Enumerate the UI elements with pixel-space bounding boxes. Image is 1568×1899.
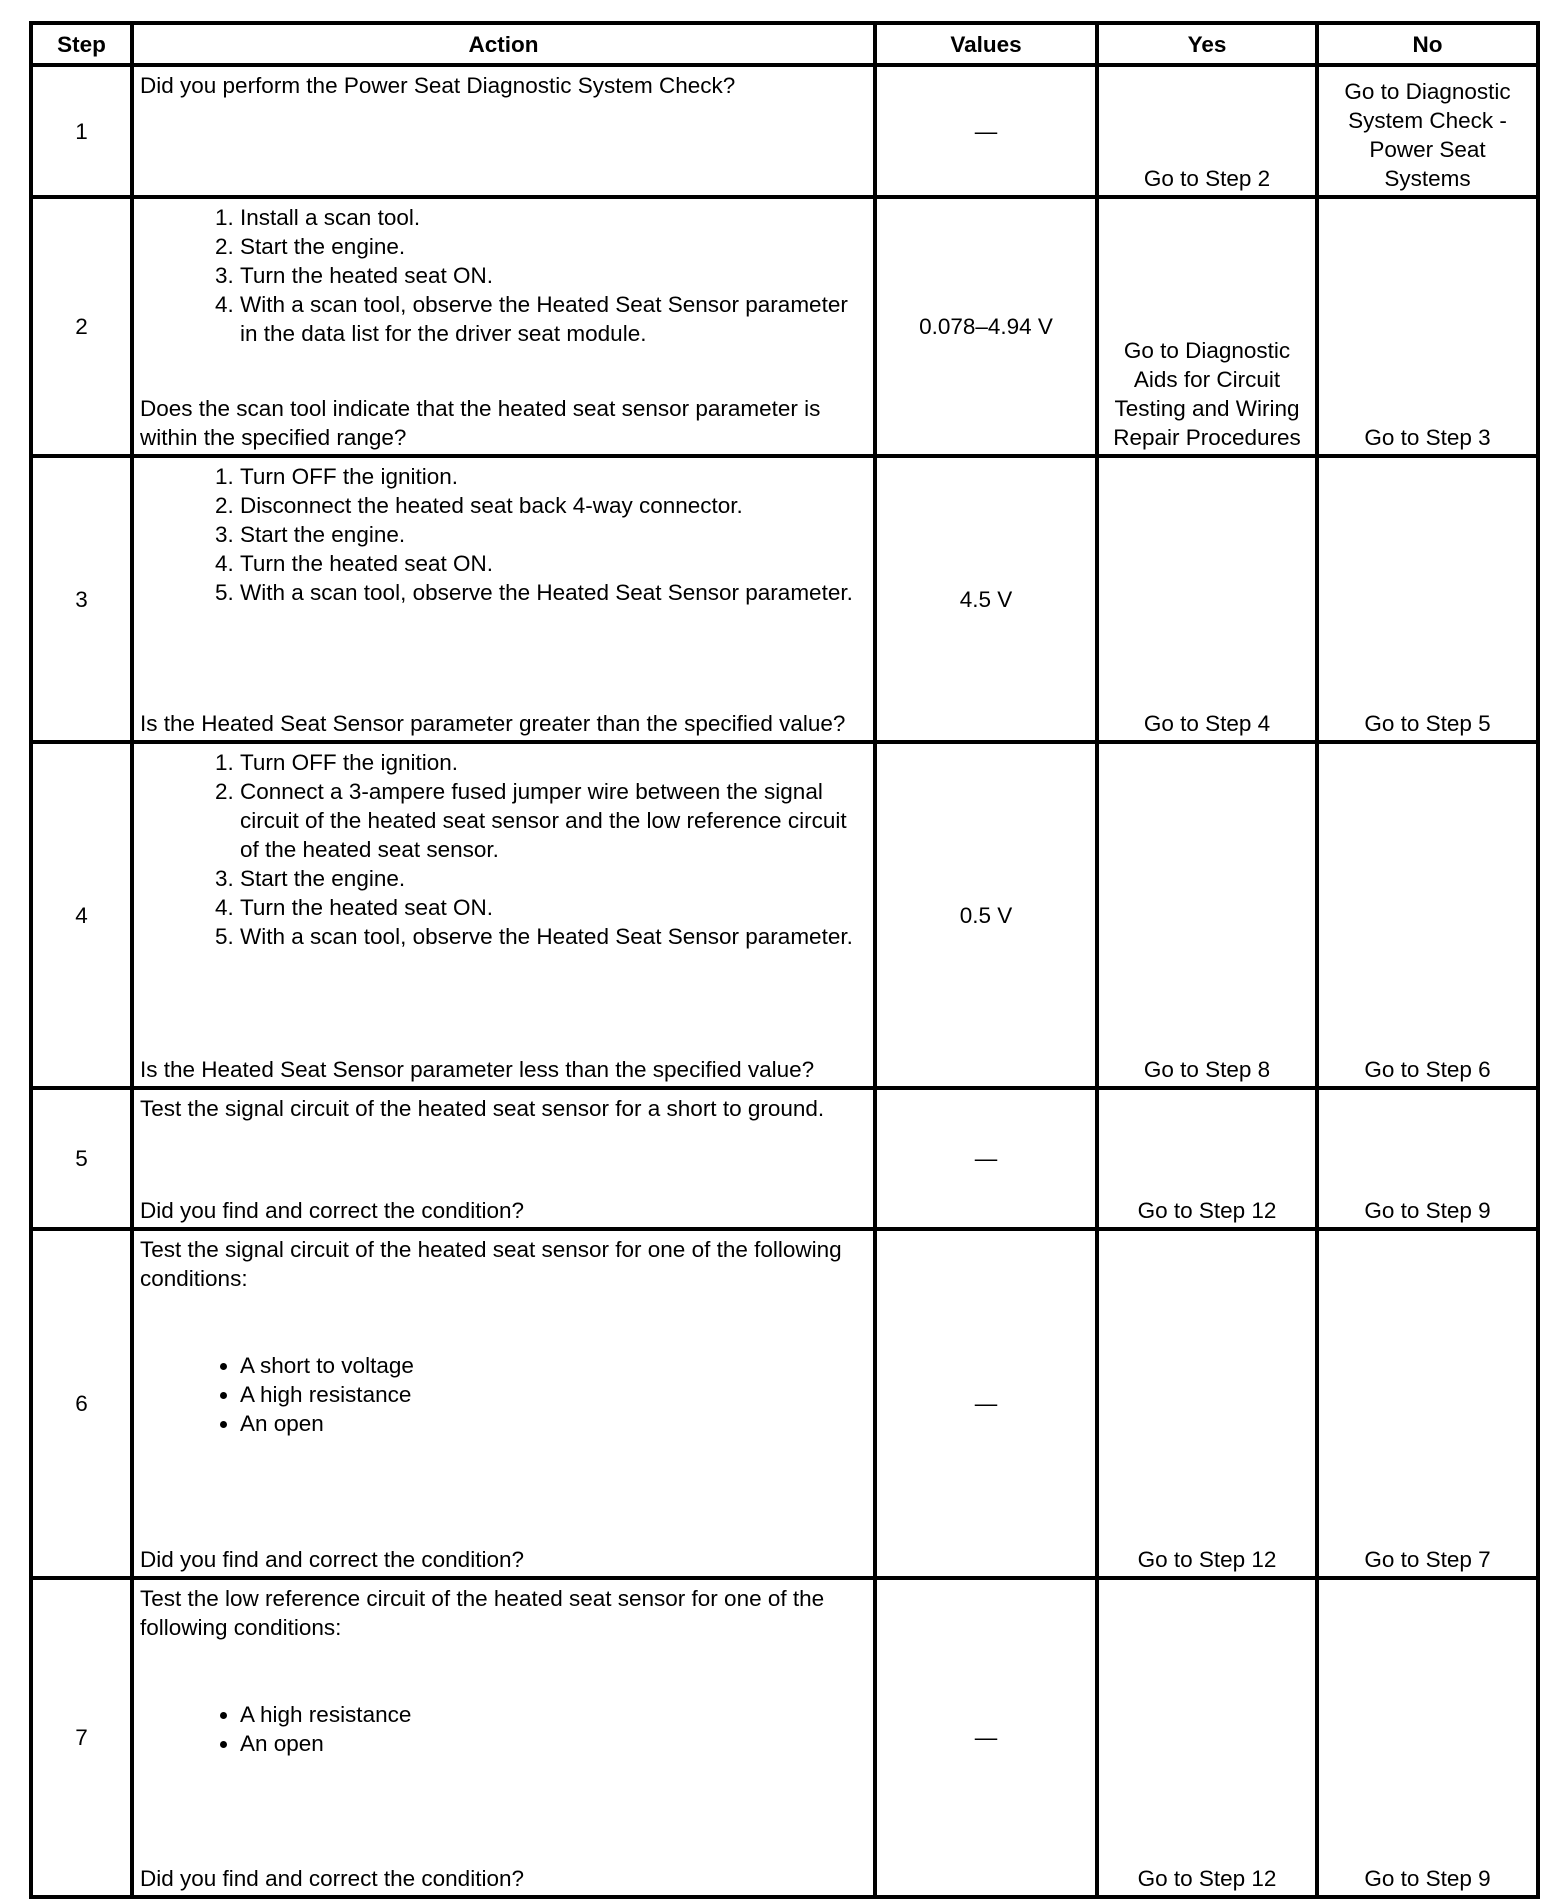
action-steps	[140, 462, 867, 607]
condition-item: • A high resistance	[240, 1700, 867, 1729]
yes-cell: Go to Step 12	[1097, 1088, 1317, 1229]
yes-cell: Go to Step 4	[1097, 456, 1317, 742]
action-steps	[140, 748, 867, 951]
action-steps	[140, 203, 867, 348]
condition-item: • An open	[240, 1729, 867, 1758]
no-cell: Go to Step 9	[1317, 1088, 1538, 1229]
action-step: 3. Turn the heated seat ON.	[240, 261, 867, 290]
action-step: 2. Connect a 3-ampere fused jumper wire between the signal circuit of the heated seat sensor and the low reference circuit of the heated seat sensor.	[240, 777, 867, 864]
action-cell	[132, 1229, 875, 1578]
diagnostic-table	[29, 21, 1540, 1899]
table-row	[31, 197, 1538, 456]
step-number: 5	[31, 1088, 132, 1229]
yes-cell: Go to Step 8	[1097, 742, 1317, 1088]
action-question: Did you find and correct the condition?	[140, 1866, 524, 1891]
action-step: 4. Turn the heated seat ON.	[240, 893, 867, 922]
action-intro: Test the signal circuit of the heated seat sensor for a short to ground.	[140, 1096, 825, 1121]
action-step: 4. Turn the heated seat ON.	[240, 549, 867, 578]
header-no: No	[1317, 23, 1538, 65]
no-cell: Go to Step 3	[1317, 197, 1538, 456]
yes-cell: Go to Step 12	[1097, 1578, 1317, 1897]
value-cell: 4.5 V	[875, 456, 1097, 742]
header-yes: Yes	[1097, 23, 1317, 65]
table-row	[31, 1088, 1538, 1229]
condition-list	[140, 1351, 867, 1438]
step-number: 6	[31, 1229, 132, 1578]
action-step: 1. Turn OFF the ignition.	[240, 462, 867, 491]
table-row	[31, 1229, 1538, 1578]
action-cell	[132, 1578, 875, 1897]
no-cell: Go to Step 9	[1317, 1578, 1538, 1897]
condition-item: • An open	[240, 1409, 867, 1438]
no-cell: Go to Diagnostic System Check - Power Seat Systems	[1317, 65, 1538, 197]
table-row	[31, 65, 1538, 197]
value-cell: —	[875, 1229, 1097, 1578]
action-step: 1. Install a scan tool.	[240, 203, 867, 232]
action-step: 4. With a scan tool, observe the Heated Seat Sensor parameter in the data list for the driver seat module.	[240, 290, 867, 348]
action-intro: Test the low reference circuit of the heated seat sensor for one of the following conditions:	[140, 1586, 825, 1640]
step-number: 3	[31, 456, 132, 742]
step-number: 7	[31, 1578, 132, 1897]
action-step: 5. With a scan tool, observe the Heated Seat Sensor parameter.	[240, 922, 867, 951]
step-number: 4	[31, 742, 132, 1088]
value-cell: 0.078–4.94 V	[875, 197, 1097, 456]
table-row	[31, 456, 1538, 742]
action-question: Did you find and correct the condition?	[140, 1198, 524, 1223]
header-step: Step	[31, 23, 132, 65]
action-step: 2. Disconnect the heated seat back 4-way connector.	[240, 491, 867, 520]
step-number: 2	[31, 197, 132, 456]
no-cell: Go to Step 6	[1317, 742, 1538, 1088]
table-row	[31, 1578, 1538, 1897]
action-question: Did you find and correct the condition?	[140, 1547, 524, 1572]
action-cell	[132, 456, 875, 742]
action-cell	[132, 197, 875, 456]
action-cell	[132, 65, 875, 197]
yes-cell: Go to Step 2	[1097, 65, 1317, 197]
condition-item: • A short to voltage	[240, 1351, 867, 1380]
action-question: Does the scan tool indicate that the heated seat sensor parameter is within the specified range?	[140, 396, 821, 450]
header-values: Values	[875, 23, 1097, 65]
value-cell: —	[875, 1578, 1097, 1897]
action-question: Is the Heated Seat Sensor parameter greater than the specified value?	[140, 711, 846, 736]
yes-cell: Go to Diagnostic Aids for Circuit Testing and Wiring Repair Procedures	[1097, 197, 1317, 456]
yes-cell: Go to Step 12	[1097, 1229, 1317, 1578]
action-cell	[132, 1088, 875, 1229]
step-number: 1	[31, 65, 132, 197]
table-row	[31, 742, 1538, 1088]
action-intro: Test the signal circuit of the heated seat sensor for one of the following conditions:	[140, 1237, 842, 1291]
action-cell	[132, 742, 875, 1088]
action-step: 3. Start the engine.	[240, 864, 867, 893]
action-step: 2. Start the engine.	[240, 232, 867, 261]
value-cell: 0.5 V	[875, 742, 1097, 1088]
header-action: Action	[132, 23, 875, 65]
action-step: 3. Start the engine.	[240, 520, 867, 549]
value-cell: —	[875, 1088, 1097, 1229]
action-question: Is the Heated Seat Sensor parameter less than the specified value?	[140, 1057, 815, 1082]
no-cell: Go to Step 5	[1317, 456, 1538, 742]
header-row	[31, 23, 1538, 65]
action-step: 1. Turn OFF the ignition.	[240, 748, 867, 777]
condition-item: • A high resistance	[240, 1380, 867, 1409]
action-step: 5. With a scan tool, observe the Heated Seat Sensor parameter.	[240, 578, 867, 607]
action-intro: Did you perform the Power Seat Diagnostic System Check?	[140, 73, 736, 98]
no-cell: Go to Step 7	[1317, 1229, 1538, 1578]
value-cell: —	[875, 65, 1097, 197]
condition-list	[140, 1700, 867, 1758]
